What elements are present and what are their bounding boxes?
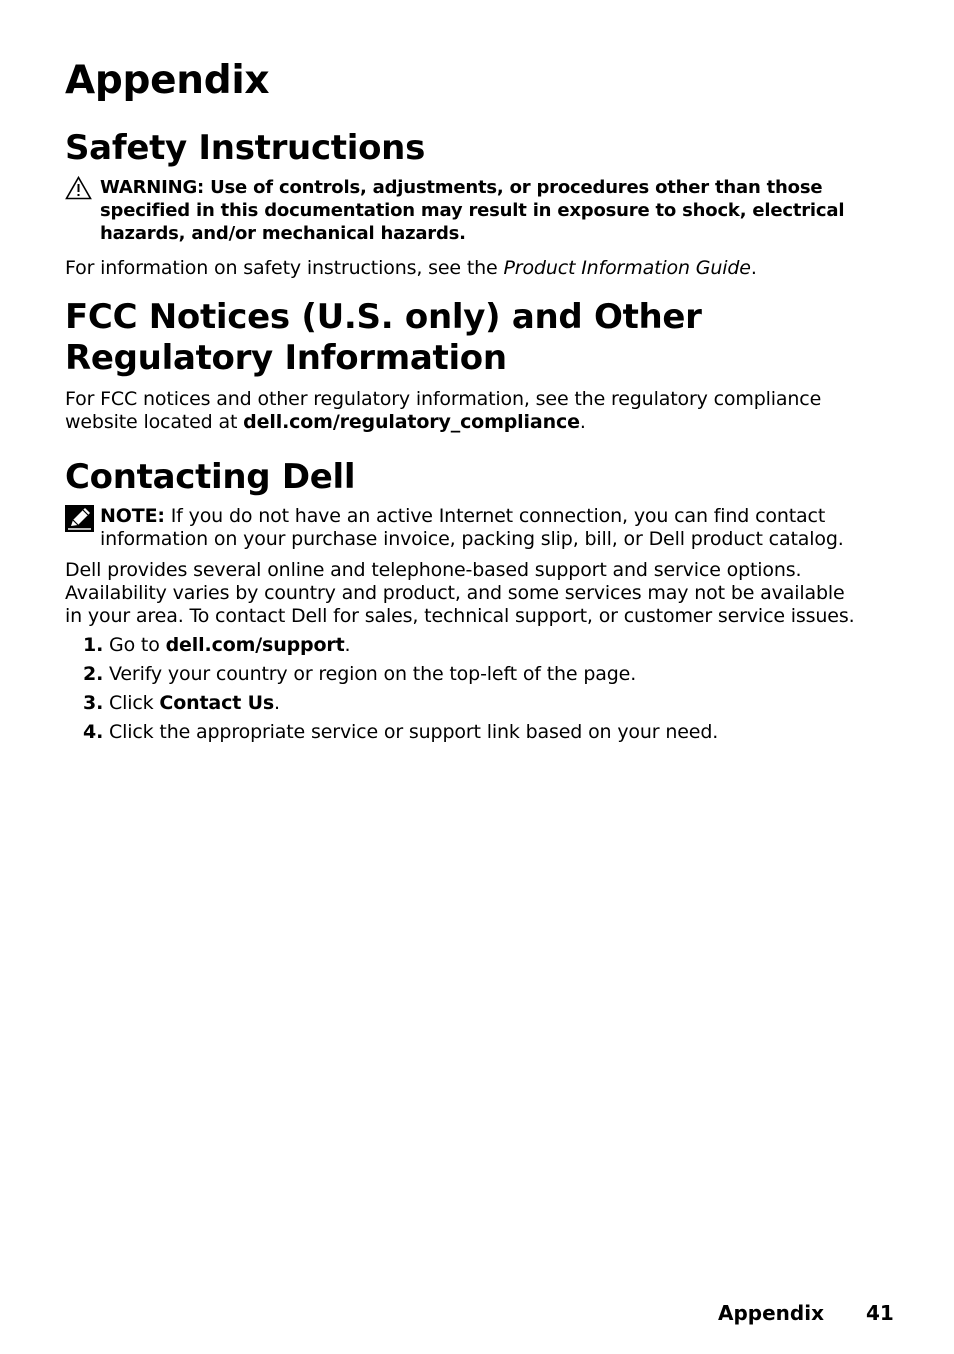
list-item: 1. Go to dell.com/support. xyxy=(83,634,351,656)
warning-triangle-icon xyxy=(65,176,92,200)
page-title: Appendix xyxy=(65,58,270,103)
regulatory-compliance-link[interactable]: dell.com/regulatory_compliance xyxy=(243,411,580,433)
note-pencil-icon xyxy=(65,505,94,532)
contact-intro: Dell provides several online and telephone-based support and service options. Availability varies by country and product, and some services may not be available in your area. To contact Dell for sales, technical support, or customer service issues. xyxy=(65,559,855,627)
list-item: 3. Click Contact Us. xyxy=(83,692,280,714)
list-item: 4. Click the appropriate service or support link based on your need. xyxy=(83,721,719,743)
product-info-guide-ref: Product Information Guide xyxy=(503,257,751,279)
list-item: 2. Verify your country or region on the top-left of the page. xyxy=(83,663,637,685)
warning-callout xyxy=(65,176,895,245)
page-number: 41 xyxy=(866,1301,894,1325)
contact-heading: Contacting Dell xyxy=(65,457,356,497)
contact-us-label: Contact Us xyxy=(159,692,275,714)
note-text: NOTE: If you do not have an active Internet connection, you can find contact information on your purchase invoice, packing slip, bill, or Dell product catalog. xyxy=(100,505,844,550)
contact-steps-list xyxy=(65,633,895,749)
note-label: NOTE: xyxy=(100,505,165,527)
safety-info: For information on safety instructions, see the Product Information Guide. xyxy=(65,257,757,279)
fcc-text: For FCC notices and other regulatory information, see the regulatory compliance website located at dell.com/regulatory_compliance. xyxy=(65,388,822,433)
footer-section-name: Appendix xyxy=(718,1301,824,1325)
safety-heading: Safety Instructions xyxy=(65,128,426,168)
dell-support-link[interactable]: dell.com/support xyxy=(165,634,345,656)
note-callout xyxy=(65,505,895,551)
fcc-heading: FCC Notices (U.S. only) and Other Regulatory Information xyxy=(65,297,702,378)
warning-text: WARNING: Use of controls, adjustments, or procedures other than those specified in this documentation may result in exposure to shock, electrical hazards, and/or mechanical hazards. xyxy=(100,177,845,244)
